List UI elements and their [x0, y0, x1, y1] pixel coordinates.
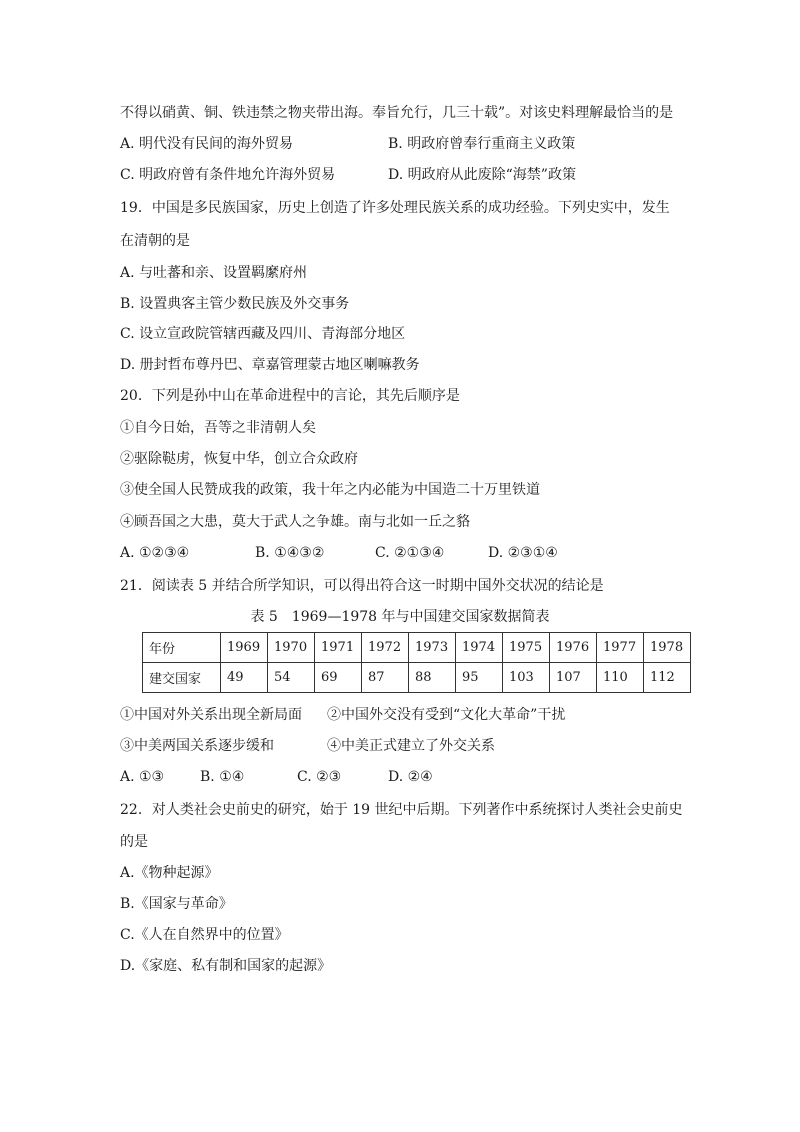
table-cell-count: 49: [221, 663, 268, 693]
q19-option-d: D. 册封哲布尊丹巴、章嘉管理蒙古地区喇嘛教务: [120, 357, 420, 373]
q20-option-a: A. ①②③④: [120, 545, 190, 561]
q18-option-d: D. 明政府从此废除“海禁”政策: [388, 167, 576, 183]
q22-stem-line1: 22．对人类社会史前史的研究，始于 19 世纪中后期。下列著作中系统探讨人类社会史前史: [120, 802, 683, 818]
table-caption: 表 5 1969—1978 年与中国建交国家数据简表: [250, 609, 550, 625]
table-header-year: 年份: [143, 633, 221, 663]
q19-option-b: B. 设置典客主管少数民族及外交事务: [120, 296, 350, 312]
table-cell-count: 110: [597, 663, 644, 693]
table-cell-count: 54: [268, 663, 315, 693]
q18-option-b: B. 明政府曾奉行重商主义政策: [388, 136, 576, 152]
q19-stem-line1: 19．中国是多民族国家，历史上创造了许多处理民族关系的成功经验。下列史实中，发生: [120, 200, 670, 216]
q22-option-a: A.《物种起源》: [120, 865, 219, 881]
q21-option-b: B. ①④: [200, 769, 245, 785]
table-cell-year: 1977: [597, 633, 644, 663]
q20-item-2: ②驱除鞑虏，恢复中华，创立合众政府: [120, 451, 358, 467]
q19-option-c: C. 设立宣政院管辖西藏及四川、青海部分地区: [120, 326, 406, 342]
table-cell-year: 1975: [503, 633, 550, 663]
q21-item-2: ②中国外交没有受到“文化大革命”干扰: [327, 707, 566, 723]
q20-option-b: B. ①④③②: [255, 545, 325, 561]
q22-option-d: D.《家庭、私有制和国家的起源》: [120, 958, 332, 974]
table-row-counts: [143, 663, 691, 693]
q19-stem-line2: 在清朝的是: [120, 233, 190, 249]
q21-option-a: A. ①③: [120, 769, 165, 785]
table-cell-year: 1974: [456, 633, 503, 663]
table-cell-year: 1969: [221, 633, 268, 663]
q20-item-1: ①自今日始，吾等之非清朝人矣: [120, 420, 316, 436]
q21-item-3: ③中美两国关系逐步缓和: [120, 738, 274, 754]
q21-option-c: C. ②③: [297, 769, 342, 785]
q20-option-c: C. ②①③④: [375, 545, 445, 561]
q18-option-a: A. 明代没有民间的海外贸易: [120, 136, 294, 152]
table-row-years: [143, 633, 691, 663]
table-cell-year: 1970: [268, 633, 315, 663]
q20-stem: 20．下列是孙中山在革命进程中的言论，其先后顺序是: [120, 388, 460, 404]
table-cell-count: 87: [362, 663, 409, 693]
q20-item-3: ③使全国人民赞成我的政策，我十年之内必能为中国造二十万里铁道: [120, 482, 540, 498]
q21-item-4: ④中美正式建立了外交关系: [327, 738, 495, 754]
table-cell-count: 107: [550, 663, 597, 693]
q22-option-b: B.《国家与革命》: [120, 896, 233, 912]
q18-option-c: C. 明政府曾有条件地允许海外贸易: [120, 167, 336, 183]
table-cell-year: 1978: [644, 633, 691, 663]
q21-option-d: D. ②④: [388, 769, 433, 785]
q22-stem-line2: 的是: [120, 834, 148, 850]
table-cell-year: 1972: [362, 633, 409, 663]
table-cell-year: 1976: [550, 633, 597, 663]
table-cell-count: 69: [315, 663, 362, 693]
q20-option-d: D. ②③①④: [488, 545, 558, 561]
q21-stem: 21．阅读表 5 并结合所学知识，可以得出符合这一时期中国外交状况的结论是: [120, 578, 604, 594]
table-cell-year: 1971: [315, 633, 362, 663]
data-table: [142, 632, 691, 693]
q18-stem-continuation: 不得以硝黄、铜、铁违禁之物夹带出海。奉旨允行，几三十载”。对该史料理解最恰当的是: [120, 105, 674, 121]
q19-option-a: A. 与吐蕃和亲、设置羁縻府州: [120, 265, 308, 281]
q20-item-4: ④顾吾国之大患，莫大于武人之争雄。南与北如一丘之貉: [120, 514, 470, 530]
table-cell-count: 95: [456, 663, 503, 693]
q21-item-1: ①中国对外关系出现全新局面: [120, 707, 302, 723]
table-cell-count: 112: [644, 663, 691, 693]
table-header-countries: 建交国家: [143, 663, 221, 693]
table-cell-count: 88: [409, 663, 456, 693]
table-cell-count: 103: [503, 663, 550, 693]
table-cell-year: 1973: [409, 633, 456, 663]
q22-option-c: C.《人在自然界中的位置》: [120, 927, 289, 943]
